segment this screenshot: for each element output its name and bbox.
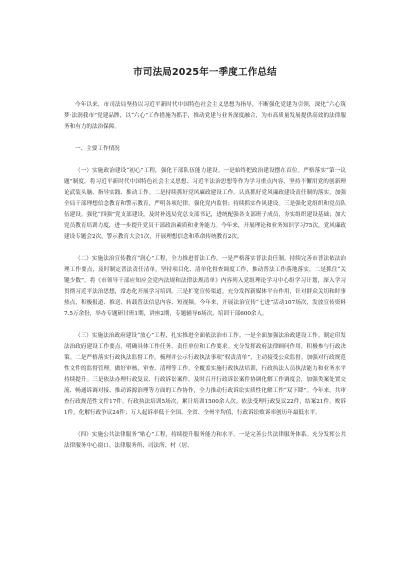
paragraph-political-construction: （一）实施政治建设“初心”工程，强化干部队伍能力建设。一是始终把政治建设摆在首位。严格落实“第一议题”制度，将习近平新时代中国特色社会主义思想、习近平法治思想等作为学习重点内容，坚持不懈用党的创新理论武装头脑、指导实践、推动工作。二是持续抓好党风廉政建设工作。认真抓好党风廉政建设责任制的落实，加强全局干部理想信念教育和警示教育，严明各项纪律，强化党内监督；持续抓实作风建设。三是强化党组织和党员队伍建设。强化“四强”党支部建设，及时补选局党总支部书记，进统配强各支部班子成员，夯实组织建设基础；加大党员教育培训力度，进一步提升党员干部政治素质和业务能力。今年来，开展理论和业务知识学习75次，党风廉政建设专题会2次，警示教育大会1次，开展理想信念和革命传统教育2次。 — [64, 168, 346, 240]
paragraph-rule-of-law-government: （三）实施法治政府建设“放心”工程，扎实推进全面依法治市工作。一是全面加强法治政建设工作。制定印发法治政府建设工作要点，明确具体工作任务、责任单位和工作要求。充分发挥政府法律顾问作用，积极参与行政决策。二是严格落实行政执法监督工作。梳理并公示行政执法事项“权责清单”，主动接受公众监督。加强对行政规范性文件的监督管理，做好审核、审查、清理等工作。全覆盖实施行政执法培训，行政执法人员执法能力和业务水平持续提升。三是依法办理行政复议、行政诉讼案件。及时召开行政诉讼案件协调化解工作调度会，加强类案处置交流、畅通诉调对接、推动诉源治理等方面的工作协作，全力推动行政诉讼实质性化解工作“双下降”。今年来，共审查行政规范性文件17件，行政执法培训5场次，累计培训1500余人次。依法受理行政复议22件，结案21件，败诉1件，化解行政争议24件；万人起诉率低于全国、全省、全州平均值，行政诉讼败诉率创历年最低水平。 — [64, 333, 346, 416]
document-title: 市司法局2025年一季度工作总结 — [133, 67, 277, 78]
section-heading-main-work: 一、主要工作情况 — [75, 146, 120, 152]
paragraph-legal-education: （二）实施法治宣传教育“润心”工程，全力推进普法工作。一是严格落实普法责任制。持续完善市普法依法治理工作要点，及时制定普法责任清单，坚持项目化、清单化督查调度工作，推动普法工作落地落实。二是抓住“关键少数”。将《市领导干部应知应会党内法规和法律法规清单》内容列入党组理论学习中心组学习计划，深入学习贯彻习近平法治思想，常态化开展学习培训。三是扩宽宣传渠道。充分发挥新媒体平台作用，针对群众关切和时事热点，积极报道、推送、转载普法信息内容、短视频。今年来，开展法治宣传“七进”活动107场次，发放宣传资料7.5万余份，举办专题研讨班1期，讲座2期，专题辅导6场次，培训干部600余人。 — [64, 256, 346, 317]
paragraph-public-legal-services: （四）实施公共法律服务“贴心”工程，持续提升服务能力和水平。一是完善公共法律服务体系。充分发挥公共法律服务中心窗口、法律服务所、司法所、村（居、 — [64, 432, 346, 449]
intro-paragraph: 今年以来，市司法局坚持以习近平新时代中国特色社会主义思想为指导，不断强化党建为引领，深化“六心筑梦·法润我市”党建品牌，以“六心”工作措施为抓手，推动党建与业务深度融合，为市高质量发展提供高效的法律服务和有力的法治保障。 — [64, 102, 346, 130]
